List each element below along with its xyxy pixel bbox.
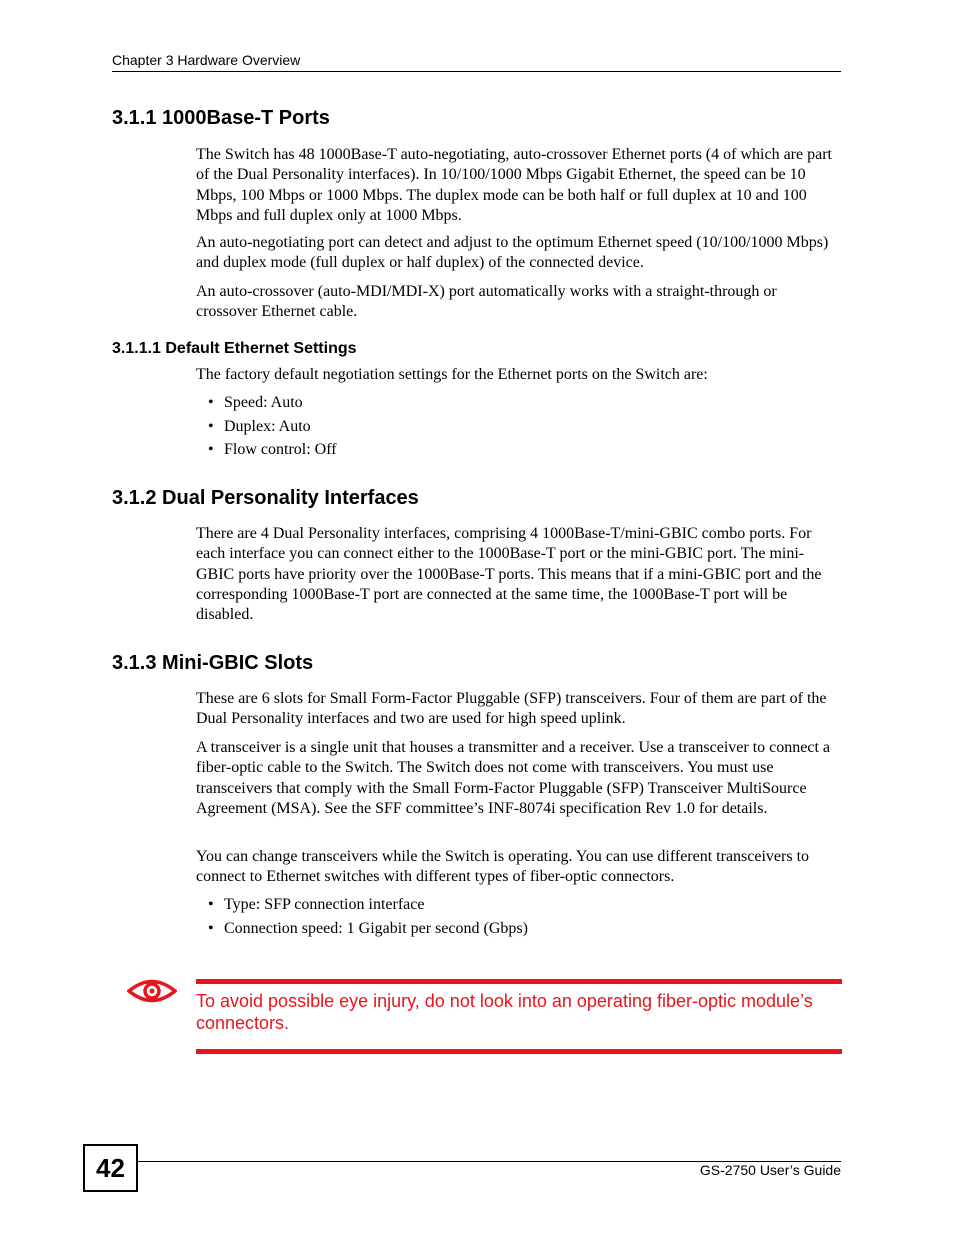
list-item: • Connection speed: 1 Gigabit per second (Gbps) — [196, 917, 528, 941]
list-item: • Duplex: Auto — [196, 415, 337, 439]
paragraph: A transceiver is a single unit that houses a transmitter and a receiver. Use a transceiver to connect a fiber-optic cable to the Switch. The Switch does not come with transceivers. You must use transceivers that comply with the Small Form-Factor Pluggable (SFP) Transceiver MultiSource Agreement (MSA). See the SFF committee’s INF-8074i specification Rev 1.0 for details. — [196, 739, 830, 817]
heading-3-1-1: 3.1.1 1000Base-T Ports — [112, 107, 330, 129]
paragraph: The Switch has 48 1000Base-T auto-negotiating, auto-crossover Ethernet ports (4 of which are part of the Dual Personality interfaces). In 10/100/1000 Mbps Gigabit Ethernet, the speed can be 10 Mbps, 100 Mbps or 1000 Mbps. The duplex mode can be both half or full duplex at 10 and 100 Mbps and full duplex only at 1000 Mbps. — [196, 146, 832, 224]
list-item: • Speed: Auto — [196, 391, 337, 415]
paragraph: There are 4 Dual Personality interfaces, comprising 4 1000Base-T/mini-GBIC combo ports. For each interface you can connect either to the 1000Base-T port or the mini-GBIC port. The mini-GBIC ports have priority over the 1000Base-T ports. This means that if a mini-GBIC port and the corresponding 1000Base-T port are connected at the same time, the 1000Base-T port will be disabled. — [196, 525, 822, 624]
list-item: • Flow control: Off — [196, 438, 337, 462]
guide-title: GS-2750 User’s Guide — [699, 1162, 841, 1178]
paragraph: These are 6 slots for Small Form-Factor Pluggable (SFP) transceivers. Four of them are part of the Dual Personality interfaces and two are used for high speed uplink. — [196, 690, 827, 728]
list-item: • Type: SFP connection interface — [196, 893, 528, 917]
page-number: 42 — [83, 1144, 138, 1192]
heading-3-1-1-1: 3.1.1.1 Default Ethernet Settings — [112, 340, 357, 357]
warning-text: To avoid possible eye injury, do not look into an operating fiber-optic module’s connectors. — [196, 991, 813, 1033]
header-rule — [112, 71, 841, 72]
running-header: Chapter 3 Hardware Overview — [112, 52, 301, 68]
paragraph: An auto-crossover (auto-MDI/MDI-X) port automatically works with a straight-through or crossover Ethernet cable. — [196, 283, 777, 321]
eye-warning-icon — [127, 976, 177, 1006]
paragraph: The factory default negotiation settings for the Ethernet ports on the Switch are: — [196, 366, 708, 383]
heading-3-1-3: 3.1.3 Mini-GBIC Slots — [112, 652, 314, 674]
warning-top-bar — [196, 979, 842, 984]
heading-3-1-2: 3.1.2 Dual Personality Interfaces — [112, 487, 419, 509]
paragraph: You can change transceivers while the Switch is operating. You can use different transceivers to connect to Ethernet switches with different types of fiber-optic connectors. — [196, 848, 810, 886]
paragraph: An auto-negotiating port can detect and adjust to the optimum Ethernet speed (10/100/1000 Mbps) and duplex mode (full duplex or half duplex) of the connected device. — [196, 234, 829, 272]
warning-bottom-bar — [196, 1049, 842, 1054]
default-settings-list — [196, 391, 337, 462]
transceiver-list — [196, 893, 528, 940]
